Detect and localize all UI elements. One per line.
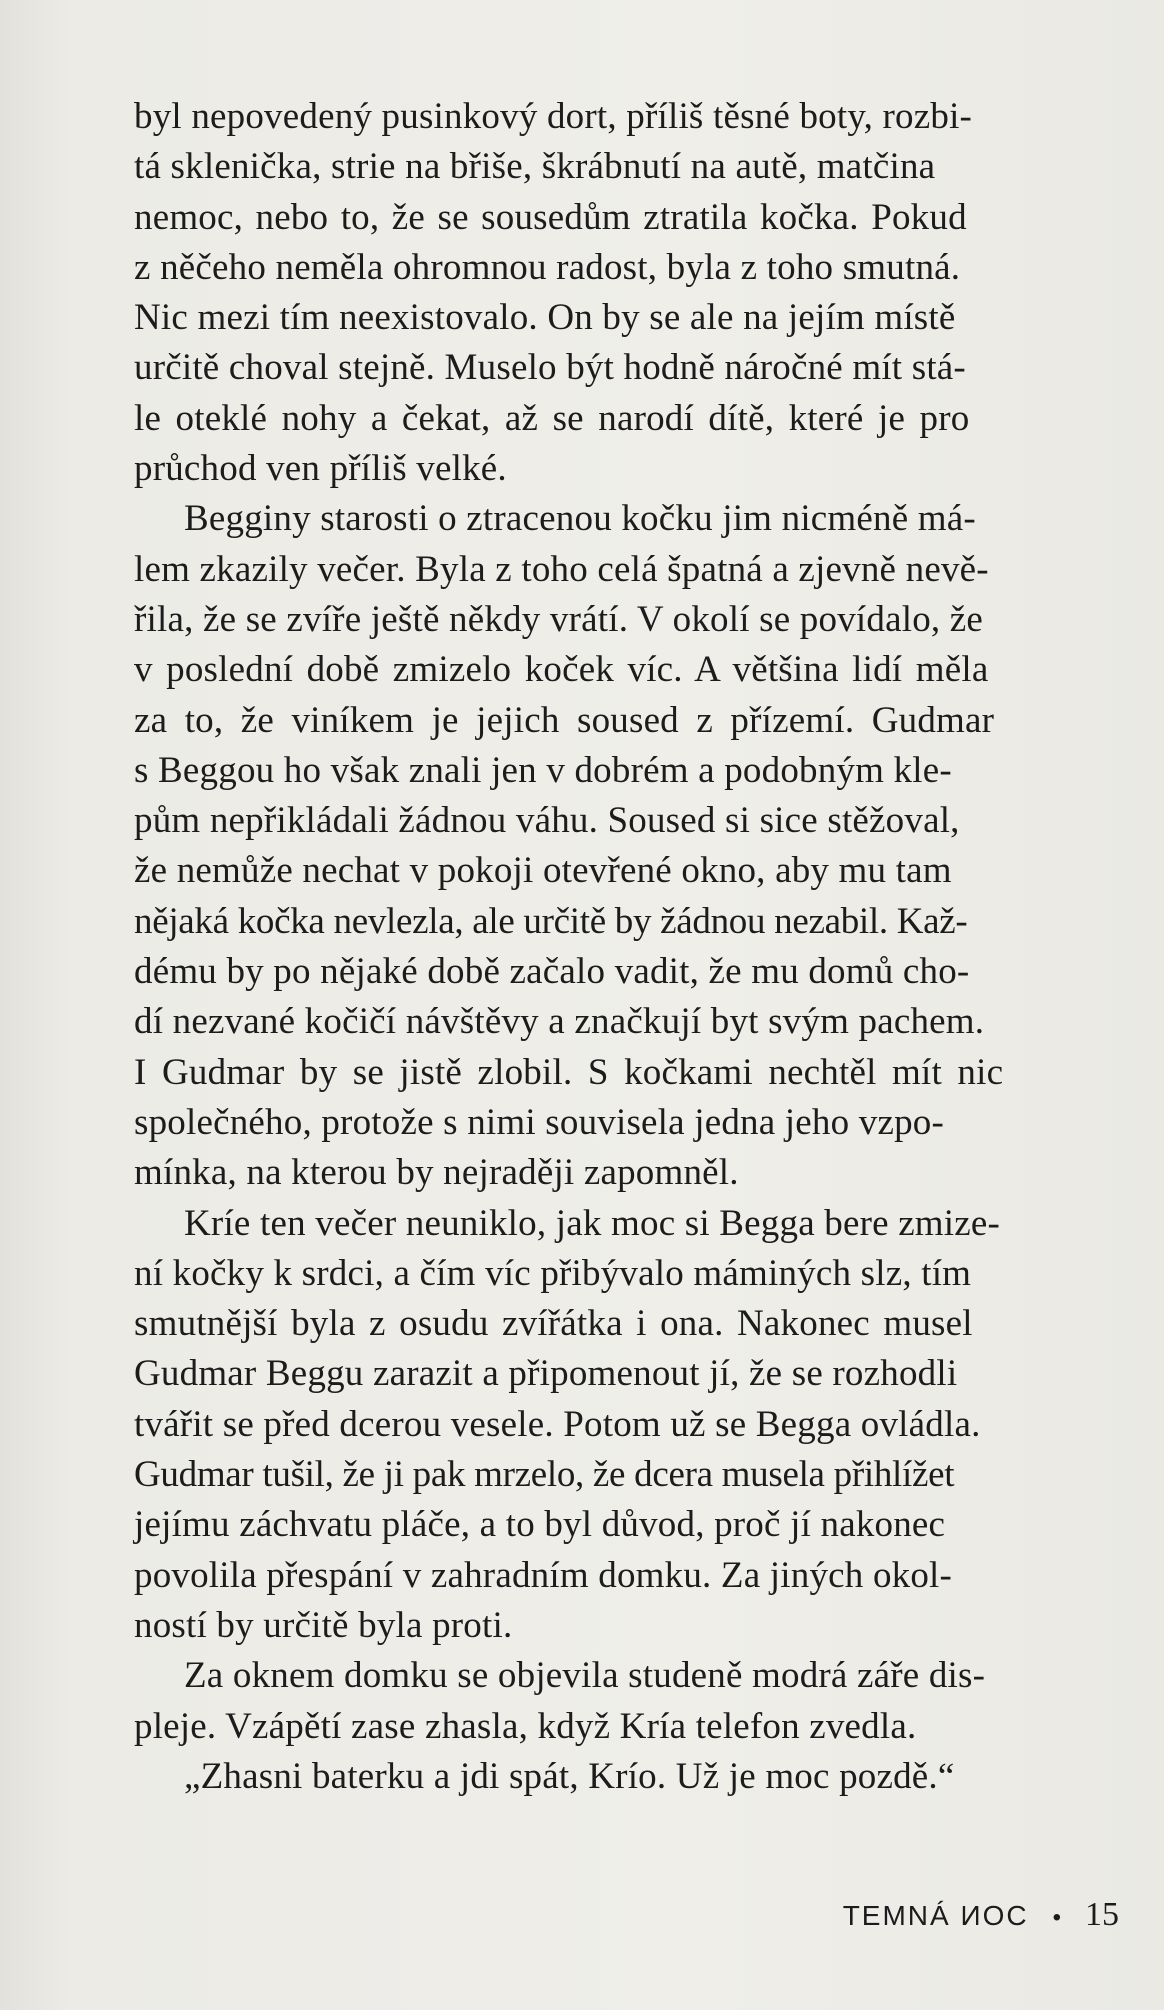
text-line: tá sklenička, strie na břiše, škrábnutí na autě, matčina <box>134 146 936 188</box>
text-line: že nemůže nechat v pokoji otevřené okno, aby mu tam <box>134 850 952 892</box>
text-line: lem zkazily večer. Byla z toho celá špatná a zjevně nevě- <box>134 548 989 590</box>
text-line: byl nepovedený pusinkový dort, příliš těsné boty, rozbi- <box>134 96 973 137</box>
text-line: povolila přespání v zahradním domku. Za jiných okol- <box>134 1554 953 1596</box>
text-line: za to, že viníkem je jejich soused z přízemí. Gudmar <box>134 699 995 741</box>
bullet-separator: • <box>1052 1904 1061 1931</box>
text-line: ností by určitě byla proti. <box>134 1604 513 1646</box>
text-line: určitě choval stejně. Muselo být hodně náročné mít stá- <box>134 347 966 389</box>
text-line: pleje. Vzápětí zase zhasla, když Kría telefon zvedla. <box>134 1705 917 1747</box>
text-line: z něčeho neměla ohromnou radost, byla z toho smutná. <box>134 246 961 288</box>
text-line: Gudmar Beggu zarazit a připomenout jí, že se rozhodli <box>134 1353 958 1395</box>
text-line: tvářit se před dcerou vesele. Potom už se Begga ovládla. <box>134 1403 981 1445</box>
text-line: I Gudmar by se jistě zlobil. S kočkami nechtěl mít nic <box>134 1051 1004 1093</box>
text-line: „Zhasni baterku a jdi spát, Krío. Už je moc pozdě.“ <box>184 1755 955 1797</box>
text-line: dí nezvané kočičí návštěvy a značkují byt svým pachem. <box>134 1001 985 1043</box>
body-text <box>134 92 1134 1802</box>
text-line: nemoc, nebo to, že se sousedům ztratila kočka. Pokud <box>134 196 967 238</box>
text-line: Begginy starosti o ztracenou kočku jim nicméně má- <box>184 498 976 540</box>
text-line: nějaká kočka nevlezla, ale určitě by žádnou nezabil. Kaž- <box>134 900 968 942</box>
text-line: společného, protože s nimi souvisela jedna jeho vzpo- <box>134 1101 945 1143</box>
text-line: le oteklé nohy a čekat, až se narodí dítě, které je pro <box>134 397 970 439</box>
running-title: TEMNÁ ИОС <box>842 1900 1029 1931</box>
page-footer <box>843 1896 1119 1934</box>
text-line: řila, že se zvíře ještě někdy vrátí. V okolí se povídalo, že <box>134 598 984 640</box>
text-line: Za oknem domku se objevila studeně modrá záře dis- <box>184 1655 986 1697</box>
page-number: 15 <box>1085 1896 1119 1933</box>
text-line: ní kočky k srdci, a čím víc přibývalo máminých slz, tím <box>134 1252 972 1294</box>
text-line: v poslední době zmizelo koček víc. A většina lidí měla <box>134 649 989 691</box>
text-line: Nic mezi tím neexistovalo. On by se ale na jejím místě <box>134 297 956 339</box>
text-line: průchod ven příliš velké. <box>134 448 507 490</box>
text-line: jejímu záchvatu pláče, a to byl důvod, proč jí nakonec <box>134 1504 946 1546</box>
text-line: s Beggou ho však znali jen v dobrém a podobným kle- <box>134 749 952 791</box>
text-line: mínka, na kterou by nejraději zapomněl. <box>134 1152 739 1194</box>
text-line: Kríe ten večer neuniklo, jak moc si Begga bere zmize- <box>184 1202 1001 1244</box>
text-line: Gudmar tušil, že ji pak mrzelo, že dcera musela přihlížet <box>134 1454 955 1496</box>
text-line: dému by po nějaké době začalo vadit, že mu domů cho- <box>134 951 970 993</box>
text-line: smutnější byla z osudu zvířátka i ona. Nakonec musel <box>134 1303 973 1345</box>
text-line: pům nepřikládali žádnou váhu. Soused si sice stěžoval, <box>134 800 960 842</box>
